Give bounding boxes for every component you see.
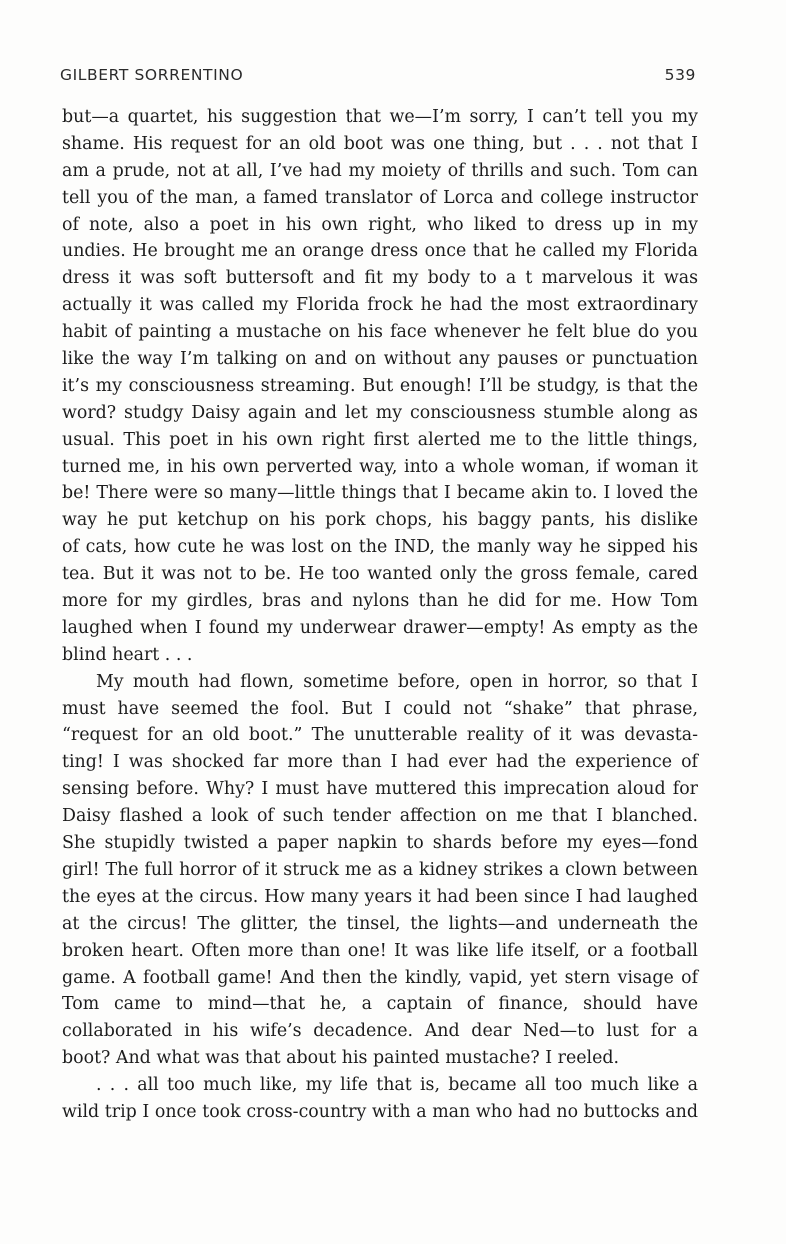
text-line: ting! I was shocked far more than I had ever had the experience of bbox=[62, 752, 698, 773]
text-line: laughed when I found my underwear drawer—empty! As empty as the bbox=[62, 617, 698, 638]
text-line: blind heart . . . bbox=[62, 644, 193, 665]
text-line: undies. He brought me an orange dress once that he called my Florida bbox=[62, 241, 698, 262]
text-line: actually it was called my Florida frock he had the most extraordinary bbox=[62, 295, 698, 316]
text-line: sensing before. Why? I must have muttered this imprecation aloud for bbox=[62, 779, 698, 800]
text-line: collaborated in his wife’s decadence. And dear Ned—to lust for a bbox=[62, 1021, 698, 1042]
text-line: way he put ketchup on his pork chops, his baggy pants, his dislike bbox=[62, 510, 698, 531]
text-line: of cats, how cute he was lost on the IND, the manly way he sipped his bbox=[62, 537, 698, 558]
text-line: must have seemed the fool. But I could not “shake” that phrase, bbox=[62, 698, 698, 719]
text-line: like the way I’m talking on and on without any pauses or punctuation bbox=[62, 349, 698, 370]
text-line: wild trip I once took cross-country with a man who had no buttocks and bbox=[62, 1101, 698, 1122]
text-line: more for my girdles, bras and nylons than he did for me. How Tom bbox=[62, 591, 698, 612]
text-line: girl! The full horror of it struck me as a kidney strikes a clown between bbox=[62, 859, 698, 880]
text-line: game. A football game! And then the kindly, vapid, yet stern visage of bbox=[62, 967, 698, 988]
text-line: boot? And what was that about his painted mustache? I reeled. bbox=[62, 1048, 620, 1069]
page-number: 539 bbox=[664, 66, 696, 84]
text-line: it’s my consciousness streaming. But enough! I’ll be studgy, is that the bbox=[62, 375, 698, 396]
text-line: broken heart. Often more than one! It was like life itself, or a football bbox=[62, 940, 698, 961]
text-line: tell you of the man, a famed translator of Lorca and college instructor bbox=[62, 187, 698, 208]
text-line: be! There were so many—little things that I became akin to. I loved the bbox=[62, 483, 698, 504]
text-line: shame. His request for an old boot was one thing, but . . . not that I bbox=[62, 133, 698, 154]
text-line: She stupidly twisted a paper napkin to shards before my eyes—fond bbox=[62, 833, 698, 854]
text-line: usual. This poet in his own right first alerted me to the little things, bbox=[62, 429, 698, 450]
text-line: habit of painting a mustache on his face whenever he felt blue do you bbox=[62, 322, 698, 343]
text-line: Daisy flashed a look of such tender affection on me that I blanched. bbox=[62, 806, 698, 827]
text-line: Tom came to mind—that he, a captain of finance, should have bbox=[62, 994, 698, 1015]
running-head bbox=[60, 66, 696, 88]
text-line: at the circus! The glitter, the tinsel, the lights—and underneath the bbox=[62, 913, 698, 934]
text-line: tea. But it was not to be. He too wanted only the gross female, cared bbox=[62, 564, 698, 585]
text-line: but—a quartet, his suggestion that we—I’m sorry, I can’t tell you my bbox=[62, 107, 698, 127]
text-line: “request for an old boot.” The unutterable reality of it was devasta- bbox=[62, 725, 698, 746]
text-line: am a prude, not at all, I’ve had my moiety of thrills and such. Tom can bbox=[62, 160, 698, 181]
text-line: word? studgy Daisy again and let my consciousness stumble along as bbox=[62, 402, 698, 423]
body-text bbox=[62, 104, 698, 1126]
text-line: of note, also a poet in his own right, who liked to dress up in my bbox=[62, 214, 698, 235]
text-line: turned me, in his own perverted way, into a whole woman, if woman it bbox=[62, 456, 698, 477]
running-head-author: GILBERT SORRENTINO bbox=[60, 66, 244, 84]
text-line: the eyes at the circus. How many years it had been since I had laughed bbox=[62, 886, 698, 907]
text-line: dress it was soft buttersoft and fit my body to a t marvelous it was bbox=[62, 268, 698, 289]
text-line: . . . all too much like, my life that is, became all too much like a bbox=[96, 1075, 698, 1096]
text-line: My mouth had flown, sometime before, open in horror, so that I bbox=[96, 671, 698, 692]
